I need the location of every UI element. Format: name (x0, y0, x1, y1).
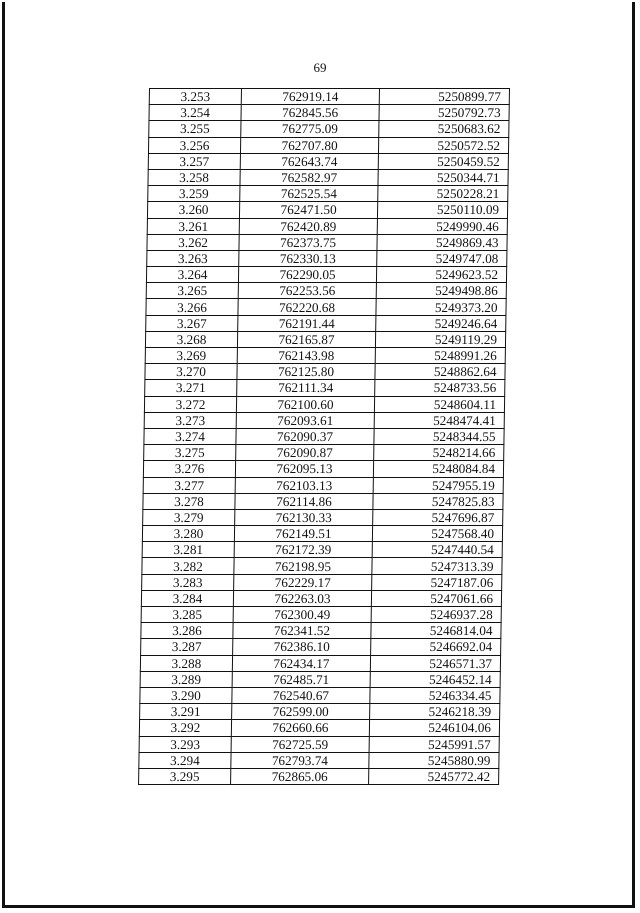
table-row (141, 590, 501, 606)
easting-cell: 762582.97 (240, 169, 378, 185)
table-row (143, 493, 503, 509)
northing-cell: 5250899.77 (379, 89, 509, 105)
northing-cell: 5249373.20 (376, 299, 506, 315)
table-row (144, 428, 504, 444)
coordinate-table (138, 88, 510, 785)
easting-cell: 762114.86 (235, 493, 373, 509)
point-id-cell: 3.270 (145, 364, 237, 380)
easting-cell: 762220.68 (238, 299, 376, 315)
table-row (147, 218, 507, 234)
page-number: 69 (313, 60, 327, 75)
table-row (143, 477, 503, 493)
point-id-cell: 3.271 (145, 380, 237, 396)
easting-cell: 762300.49 (233, 607, 371, 623)
northing-cell: 5246571.37 (370, 655, 500, 671)
table-row (145, 348, 505, 364)
table-row (142, 542, 502, 558)
easting-cell: 762775.09 (241, 121, 379, 137)
point-id-cell: 3.279 (143, 509, 235, 525)
easting-cell: 762845.56 (241, 105, 379, 121)
easting-cell: 762420.89 (239, 218, 377, 234)
point-id-cell: 3.289 (140, 671, 232, 687)
northing-cell: 5250792.73 (379, 105, 509, 121)
point-id-cell: 3.272 (144, 396, 236, 412)
point-id-cell: 3.282 (142, 558, 234, 574)
northing-cell: 5246937.28 (371, 607, 501, 623)
easting-cell: 762485.71 (232, 671, 370, 687)
table-row (141, 607, 501, 623)
easting-cell: 762386.10 (233, 639, 371, 655)
easting-cell: 762172.39 (234, 542, 372, 558)
table-row (149, 105, 509, 121)
point-id-cell: 3.288 (140, 655, 232, 671)
table-row (139, 720, 499, 736)
northing-cell: 5248344.55 (374, 428, 504, 444)
point-id-cell: 3.295 (139, 768, 231, 784)
northing-cell: 5249623.52 (376, 267, 506, 283)
table-row (141, 623, 501, 639)
point-id-cell: 3.283 (142, 574, 234, 590)
northing-cell: 5249119.29 (375, 331, 505, 347)
easting-cell: 762125.80 (237, 364, 375, 380)
northing-cell: 5247825.83 (373, 493, 503, 509)
table-row (149, 89, 509, 105)
northing-cell: 5249869.43 (377, 234, 507, 250)
point-id-cell: 3.258 (148, 169, 240, 185)
point-id-cell: 3.256 (148, 137, 240, 153)
northing-cell: 5245772.42 (369, 768, 499, 784)
easting-cell: 762143.98 (237, 348, 375, 364)
table-row (144, 445, 504, 461)
northing-cell: 5246814.04 (371, 623, 501, 639)
easting-cell: 762130.33 (235, 509, 373, 525)
point-id-cell: 3.293 (139, 736, 231, 752)
table-row (147, 202, 507, 218)
northing-cell: 5248991.26 (375, 348, 505, 364)
northing-cell: 5246692.04 (371, 639, 501, 655)
table-row (147, 234, 507, 250)
easting-cell: 762111.34 (237, 380, 375, 396)
easting-cell: 762090.87 (236, 445, 374, 461)
easting-cell: 762100.60 (236, 396, 374, 412)
table-row (148, 186, 508, 202)
easting-cell: 762095.13 (235, 461, 373, 477)
easting-cell: 762434.17 (232, 655, 370, 671)
table-row (145, 380, 505, 396)
easting-cell: 762660.66 (231, 720, 369, 736)
table-row (139, 736, 499, 752)
northing-cell: 5250572.52 (378, 137, 508, 153)
table-row (140, 704, 500, 720)
easting-cell: 762263.03 (233, 590, 371, 606)
northing-cell: 5248733.56 (375, 380, 505, 396)
point-id-cell: 3.269 (145, 348, 237, 364)
northing-cell: 5248214.66 (374, 445, 504, 461)
northing-cell: 5247696.87 (373, 509, 503, 525)
coordinate-table-body (139, 89, 510, 785)
northing-cell: 5246218.39 (370, 704, 500, 720)
easting-cell: 762540.67 (232, 687, 370, 703)
point-id-cell: 3.290 (140, 687, 232, 703)
easting-cell: 762165.87 (237, 331, 375, 347)
northing-cell: 5247187.06 (372, 574, 502, 590)
table-row (146, 267, 506, 283)
northing-cell: 5247061.66 (371, 590, 501, 606)
northing-cell: 5248604.11 (374, 396, 504, 412)
point-id-cell: 3.260 (147, 202, 239, 218)
point-id-cell: 3.287 (141, 639, 233, 655)
table-row (140, 671, 500, 687)
easting-cell: 762865.06 (231, 768, 369, 784)
point-id-cell: 3.264 (146, 267, 238, 283)
point-id-cell: 3.259 (148, 186, 240, 202)
point-id-cell: 3.274 (144, 428, 236, 444)
point-id-cell: 3.263 (147, 250, 239, 266)
northing-cell: 5249498.86 (376, 283, 506, 299)
table-row (146, 283, 506, 299)
table-row (142, 558, 502, 574)
table-row (143, 509, 503, 525)
easting-cell: 762341.52 (233, 623, 371, 639)
point-id-cell: 3.291 (140, 704, 232, 720)
point-id-cell: 3.268 (145, 331, 237, 347)
northing-cell: 5250110.09 (377, 202, 507, 218)
table-row (144, 396, 504, 412)
northing-cell: 5246334.45 (370, 687, 500, 703)
easting-cell: 762643.74 (240, 153, 378, 169)
table-row (142, 574, 502, 590)
point-id-cell: 3.281 (142, 542, 234, 558)
table-row (148, 153, 508, 169)
point-id-cell: 3.278 (143, 493, 235, 509)
easting-cell: 762103.13 (235, 477, 373, 493)
northing-cell: 5247568.40 (372, 526, 502, 542)
point-id-cell: 3.253 (149, 89, 241, 105)
table-row (147, 250, 507, 266)
coordinate-table-wrapper (138, 88, 509, 785)
northing-cell: 5250228.21 (378, 186, 508, 202)
table-row (146, 299, 506, 315)
easting-cell: 762253.56 (238, 283, 376, 299)
northing-cell: 5249990.46 (377, 218, 507, 234)
table-row (145, 364, 505, 380)
northing-cell: 5250683.62 (379, 121, 509, 137)
easting-cell: 762090.37 (236, 428, 374, 444)
table-row (140, 655, 500, 671)
northing-cell: 5248862.64 (375, 364, 505, 380)
northing-cell: 5250459.52 (378, 153, 508, 169)
northing-cell: 5245991.57 (369, 736, 499, 752)
northing-cell: 5250344.71 (378, 169, 508, 185)
easting-cell: 762198.95 (234, 558, 372, 574)
easting-cell: 762373.75 (239, 234, 377, 250)
easting-cell: 762599.00 (232, 704, 370, 720)
easting-cell: 762290.05 (238, 267, 376, 283)
northing-cell: 5247313.39 (372, 558, 502, 574)
northing-cell: 5248474.41 (374, 412, 504, 428)
table-row (139, 752, 499, 768)
easting-cell: 762725.59 (231, 736, 369, 752)
northing-cell: 5248084.84 (373, 461, 503, 477)
northing-cell: 5249246.64 (376, 315, 506, 331)
easting-cell: 762525.54 (240, 186, 378, 202)
table-row (139, 768, 499, 784)
point-id-cell: 3.284 (141, 590, 233, 606)
table-row (148, 137, 508, 153)
easting-cell: 762229.17 (234, 574, 372, 590)
northing-cell: 5249747.08 (377, 250, 507, 266)
easting-cell: 762149.51 (234, 526, 372, 542)
table-row (148, 169, 508, 185)
table-row (149, 121, 509, 137)
easting-cell: 762191.44 (238, 315, 376, 331)
point-id-cell: 3.277 (143, 477, 235, 493)
easting-cell: 762707.80 (240, 137, 378, 153)
point-id-cell: 3.261 (147, 218, 239, 234)
point-id-cell: 3.273 (144, 412, 236, 428)
point-id-cell: 3.257 (148, 153, 240, 169)
table-row (144, 412, 504, 428)
point-id-cell: 3.275 (144, 445, 236, 461)
northing-cell: 5247955.19 (373, 477, 503, 493)
point-id-cell: 3.267 (146, 315, 238, 331)
table-row (141, 639, 501, 655)
table-row (143, 461, 503, 477)
point-id-cell: 3.265 (146, 283, 238, 299)
northing-cell: 5246104.06 (369, 720, 499, 736)
easting-cell: 762093.61 (236, 412, 374, 428)
point-id-cell: 3.254 (149, 105, 241, 121)
easting-cell: 762330.13 (239, 250, 377, 266)
table-row (145, 331, 505, 347)
point-id-cell: 3.280 (142, 526, 234, 542)
point-id-cell: 3.276 (143, 461, 235, 477)
table-row (146, 315, 506, 331)
table-row (140, 687, 500, 703)
point-id-cell: 3.286 (141, 623, 233, 639)
table-row (142, 526, 502, 542)
point-id-cell: 3.266 (146, 299, 238, 315)
point-id-cell: 3.285 (141, 607, 233, 623)
northing-cell: 5247440.54 (372, 542, 502, 558)
easting-cell: 762793.74 (231, 752, 369, 768)
point-id-cell: 3.255 (149, 121, 241, 137)
easting-cell: 762471.50 (239, 202, 377, 218)
point-id-cell: 3.294 (139, 752, 231, 768)
point-id-cell: 3.292 (139, 720, 231, 736)
point-id-cell: 3.262 (147, 234, 239, 250)
northing-cell: 5246452.14 (370, 671, 500, 687)
easting-cell: 762919.14 (241, 89, 379, 105)
northing-cell: 5245880.99 (369, 752, 499, 768)
